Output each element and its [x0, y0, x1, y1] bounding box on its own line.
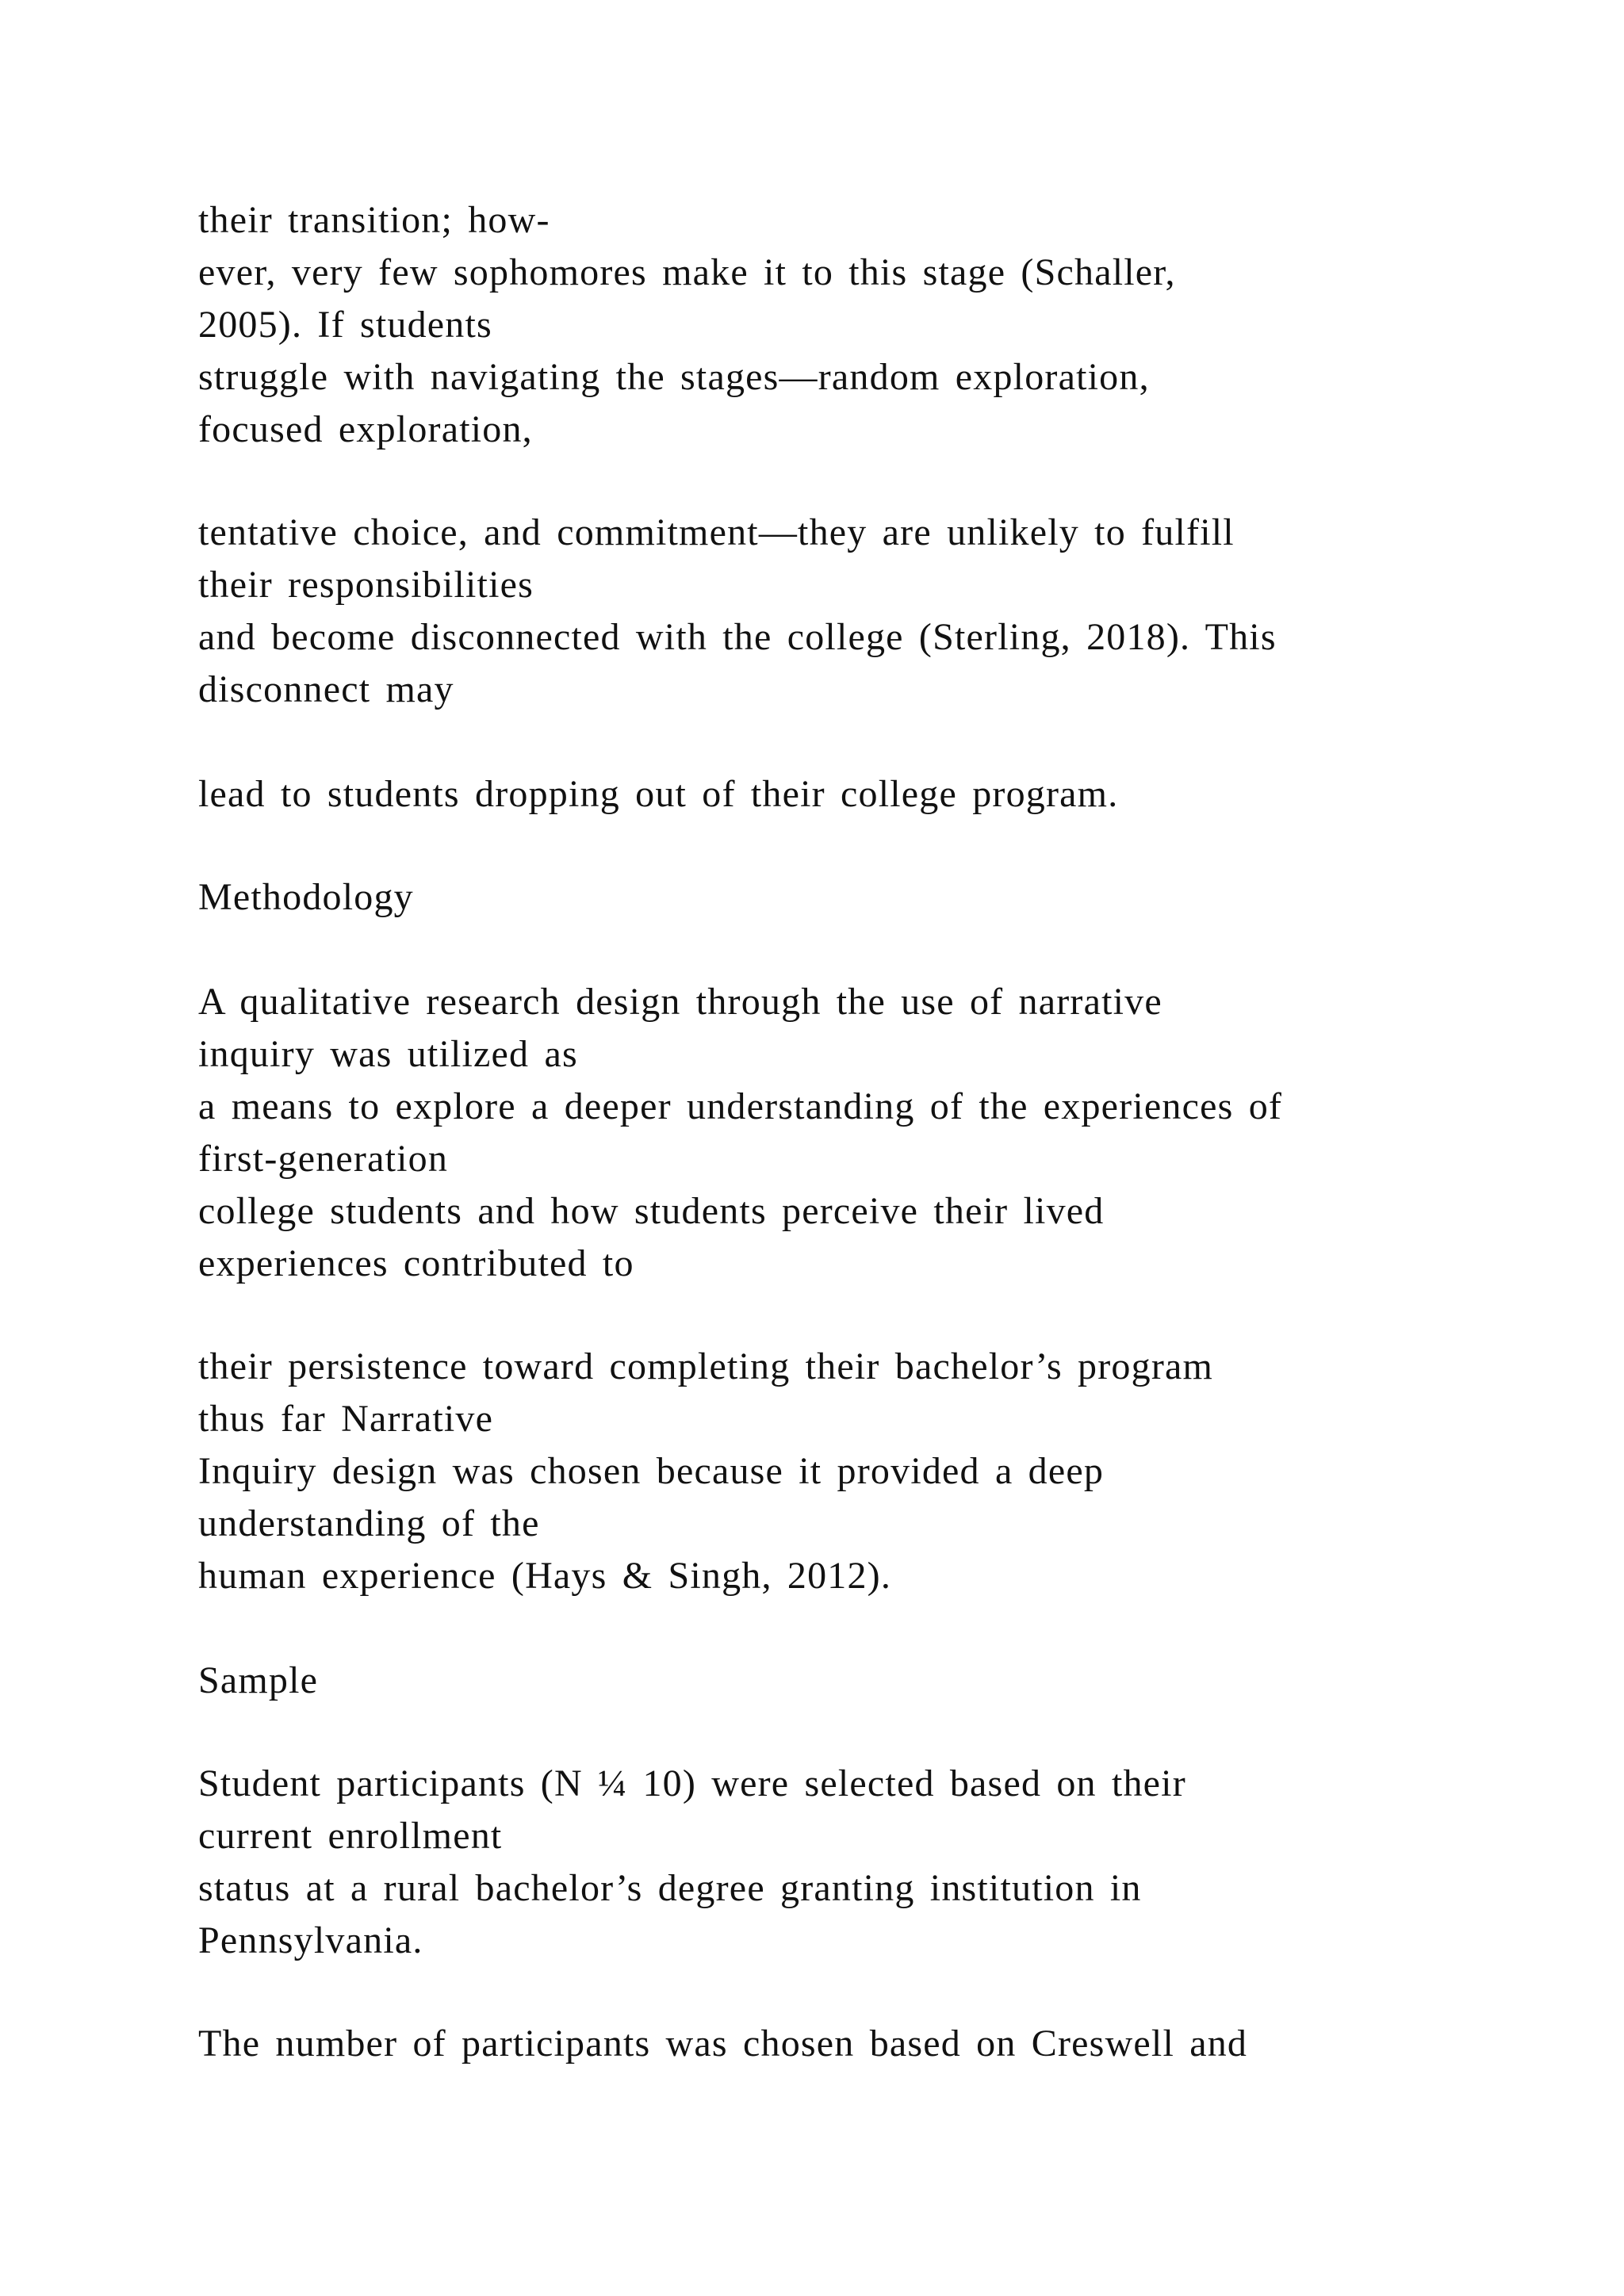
text-line: their responsibilities [198, 564, 534, 606]
text-line: 2005). If students [198, 304, 492, 346]
text-line: inquiry was utilized as [198, 1033, 578, 1075]
text-line: status at a rural bachelor’s degree granting institution in [198, 1867, 1142, 1909]
text-line: lead to students dropping out of their college program. [198, 773, 1119, 815]
text-line: thus far Narrative [198, 1398, 494, 1440]
text-line: human experience (Hays & Singh, 2012). [198, 1555, 892, 1597]
text-line: experiences contributed to [198, 1242, 634, 1284]
text-line: their transition; how- [198, 199, 550, 241]
text-line: a means to explore a deeper understanding of the experiences of [198, 1085, 1283, 1127]
section-heading-sample: Sample [198, 1659, 319, 1701]
text-line: Pennsylvania. [198, 1919, 423, 1961]
text-line: their persistence toward completing their bachelor’s program [198, 1345, 1214, 1387]
text-line: Inquiry design was chosen because it provided a deep [198, 1450, 1105, 1492]
text-line: focused exploration, [198, 408, 533, 450]
text-line: current enrollment [198, 1815, 503, 1857]
section-heading-methodology: Methodology [198, 876, 414, 918]
text-line: first-generation [198, 1138, 449, 1180]
text-line: Student participants (N ¼ 10) were selected based on their [198, 1762, 1186, 1804]
text-line: ever, very few sophomores make it to this stage (Schaller, [198, 251, 1176, 293]
text-line: college students and how students perceive their lived [198, 1190, 1105, 1232]
text-line: tentative choice, and commitment—they are unlikely to fulfill [198, 511, 1235, 553]
text-line: understanding of the [198, 1502, 540, 1544]
text-line: and become disconnected with the college (Sterling, 2018). This [198, 616, 1277, 658]
text-line: A qualitative research design through the use of narrative [198, 981, 1162, 1023]
text-line: disconnect may [198, 668, 454, 710]
text-line: struggle with navigating the stages—random exploration, [198, 356, 1150, 398]
text-line: The number of participants was chosen based on Creswell and [198, 2022, 1248, 2064]
